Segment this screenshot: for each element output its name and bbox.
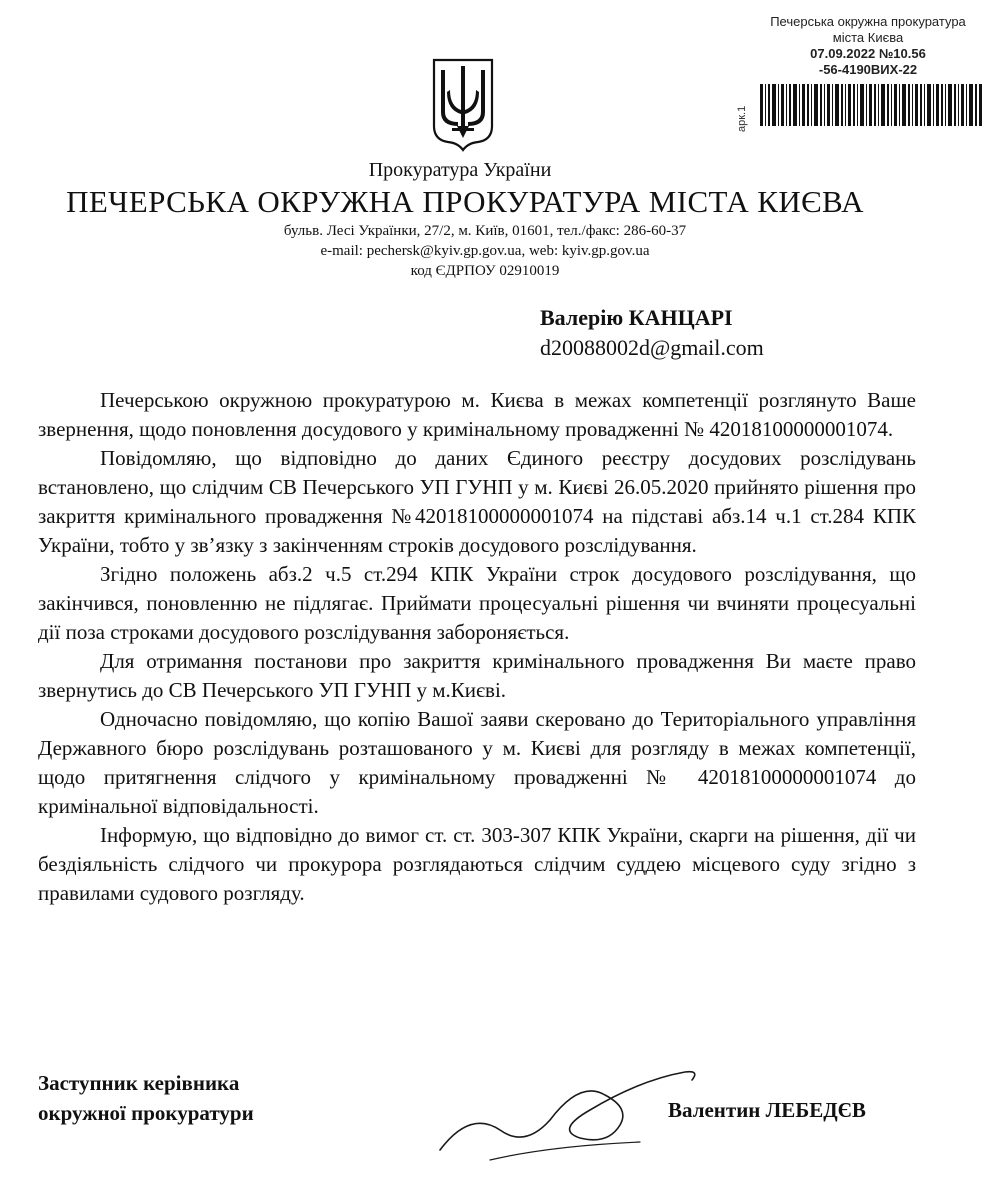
org-address: бульв. Лесі Українки, 27/2, м. Київ, 01601, тел./факс: 286-60-37 [283,223,687,239]
signatory-title-line1: Заступник керівника [38,1071,240,1095]
registration-number-line1: 07.09.2022 №10.56 [810,46,926,61]
registration-office-line1: Печерська окружна прокуратура [770,14,966,29]
barcode-icon [760,84,982,126]
paragraph: Одночасно повідомляю, що копію Вашої заяви скеровано до Територіального управління Державного бюро розслідувань розташованого у м. Києві для розгляду в межах компетенції, щодо притягнення слідчого у кримінальному провадженні № 42018100000001074 до кримінальної відповідальності. [38,707,916,818]
recipient-email: d20088002d@gmail.com [540,335,764,360]
paragraph: Згідно положень абз.2 ч.5 ст.294 КПК України строк досудового розслідування, що закінчився, поновленню не підлягає. Приймати процесуальні рішення чи вчиняти процесуальні дії поза строками досудового розслідування забороняється. [38,562,916,644]
recipient-block [540,303,764,363]
registration-office-line2: міста Києва [832,30,904,45]
paragraph: Для отримання постанови про закриття кримінального провадження Ви маєте право звернутись до СВ Печерського УП ГУНП у м.Києві. [38,649,916,702]
coat-of-arms-icon [428,56,498,152]
recipient-name: Валерію КАНЦАРІ [540,305,733,330]
letter-body [38,386,916,908]
paragraph: Інформую, що відповідно до вимог ст. ст. 303-307 КПК України, скарги на рішення, дії чи бездіяльність слідчого чи прокурора розглядаються слідчим суддею місцевого суду згідно з правилами судового розгляду. [38,823,916,905]
paragraph: Печерською окружною прокуратурою м. Києва в межах компетенції розглянуто Ваше звернення, щодо поновлення досудового у кримінальному провадженні № 42018100000001074. [38,388,916,441]
registration-stamp [748,14,988,78]
sheet-label: арк.1 [736,105,748,132]
org-parent: Прокуратура України [368,159,552,181]
org-contacts: e-mail: pechersk@kyiv.gp.gov.ua, web: kyiv.gp.gov.ua [320,243,650,259]
signatory-title-line2: окружної прокуратури [38,1101,254,1125]
registration-number-line2: -56-4190ВИХ-22 [818,62,918,77]
org-code: код ЄДРПОУ 02910019 [410,263,560,279]
org-title: ПЕЧЕРСЬКА ОКРУЖНА ПРОКУРАТУРА МІСТА КИЄВА [66,184,864,219]
signatory-title [38,1068,254,1128]
signatory-name: Валентин ЛЕБЕДЄВ [668,1098,866,1122]
paragraph: Повідомляю, що відповідно до даних Єдиного реєстру досудових розслідувань встановлено, що слідчим СВ Печерського УП ГУНП у м. Києві 26.05.2020 прийнято рішення про закриття кримінального провадження №42018100000001074 на підставі абз.14 ч.1 ст.284 КПК України, тобто у зв’язку з закінченням строків досудового розслідування. [38,446,916,557]
